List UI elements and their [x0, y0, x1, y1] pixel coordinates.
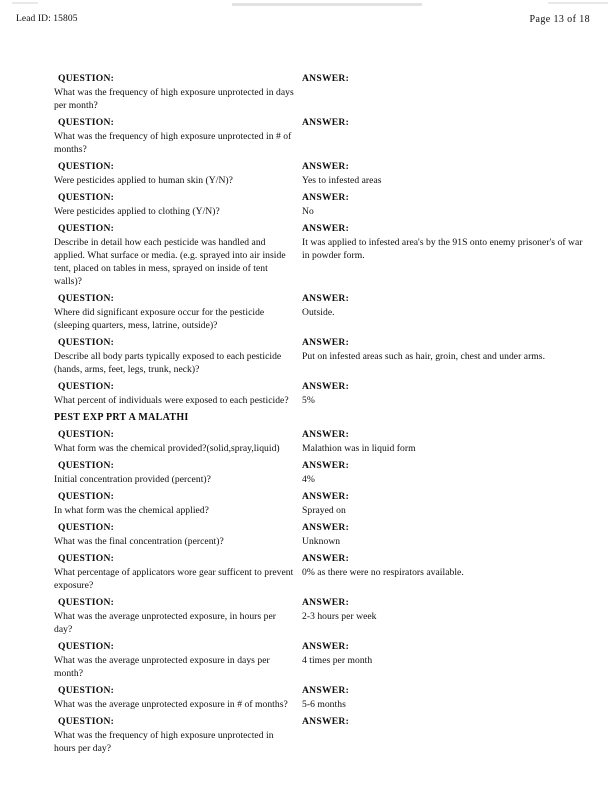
answer-label: ANSWER:	[302, 429, 350, 440]
section-heading-row	[0, 411, 612, 428]
lead-id: Lead ID: 15805	[16, 14, 78, 24]
answer-cell	[302, 292, 592, 319]
answer-label: ANSWER:	[302, 293, 350, 304]
question-text: What form was the chemical provided?(solid,spray,liquid)	[54, 442, 280, 454]
question-text: What was the final concentration (percent)?	[54, 535, 224, 547]
answer-label: ANSWER:	[302, 381, 350, 392]
question-label: QUESTION:	[58, 192, 115, 203]
question-text: What was the average unprotected exposure in # of months?	[54, 698, 288, 710]
question-label: QUESTION:	[58, 223, 115, 234]
answer-text: 0% as there were no respirators available.	[302, 566, 464, 578]
question-cell	[54, 715, 294, 755]
question-label: QUESTION:	[58, 491, 115, 502]
answer-label: ANSWER:	[302, 491, 350, 502]
answer-cell	[302, 596, 592, 623]
question-label: QUESTION:	[58, 522, 115, 533]
answer-text: 5%	[302, 394, 315, 406]
scan-artifact-left	[12, 2, 38, 4]
answer-cell	[302, 336, 592, 363]
qa-row	[0, 292, 612, 336]
qa-row	[0, 521, 612, 552]
question-label: QUESTION:	[58, 716, 115, 727]
answer-cell	[302, 428, 592, 455]
answer-cell	[302, 116, 592, 130]
answer-cell	[302, 715, 592, 729]
question-text: What percent of individuals were exposed to each pesticide?	[54, 394, 289, 406]
question-text: Were pesticides applied to human skin (Y/N)?	[54, 174, 233, 186]
answer-cell	[302, 380, 592, 407]
answer-label: ANSWER:	[302, 553, 350, 564]
answer-label: ANSWER:	[302, 73, 350, 84]
question-label: QUESTION:	[58, 161, 115, 172]
scan-artifact-top	[232, 3, 422, 6]
answer-text: 5-6 months	[302, 698, 346, 710]
qa-row	[0, 428, 612, 459]
answer-text: 4 times per month	[302, 654, 373, 666]
question-text: What was the frequency of high exposure unprotected in hours per day?	[54, 729, 274, 754]
answer-text: 2-3 hours per week	[302, 610, 377, 622]
answer-label: ANSWER:	[302, 522, 350, 533]
question-label: QUESTION:	[58, 460, 115, 471]
qa-row	[0, 336, 612, 380]
question-cell	[54, 552, 294, 592]
question-cell	[54, 336, 294, 376]
question-label: QUESTION:	[58, 337, 115, 348]
qa-row	[0, 459, 612, 490]
answer-text: No	[302, 205, 314, 217]
qa-row	[0, 684, 612, 715]
qa-row	[0, 72, 612, 116]
question-text: Where did significant exposure occur for the pesticide (sleeping quarters, mess, latrine, outside)?	[54, 306, 265, 331]
answer-label: ANSWER:	[302, 117, 350, 128]
qa-row	[0, 222, 612, 292]
answer-cell	[302, 490, 592, 517]
answer-cell	[302, 72, 592, 86]
question-label: QUESTION:	[58, 381, 115, 392]
page-header	[0, 14, 612, 30]
question-text: What was the frequency of high exposure unprotected in days per month?	[54, 86, 294, 111]
question-cell	[54, 222, 294, 288]
answer-cell	[302, 160, 592, 187]
qa-row	[0, 715, 612, 759]
page-number: Page 13 of 18	[529, 14, 590, 25]
answer-label: ANSWER:	[302, 192, 350, 203]
question-text: In what form was the chemical applied?	[54, 504, 209, 516]
question-cell	[54, 521, 294, 548]
qa-row	[0, 116, 612, 160]
question-text: Initial concentration provided (percent)?	[54, 473, 211, 485]
answer-cell	[302, 222, 592, 262]
question-cell	[54, 191, 294, 218]
answer-text: Sprayed on	[302, 504, 346, 516]
answer-cell	[302, 521, 592, 548]
question-text: Were pesticides applied to clothing (Y/N)?	[54, 205, 220, 217]
qa-row	[0, 640, 612, 684]
answer-cell	[302, 459, 592, 486]
qa-row	[0, 380, 612, 411]
question-label: QUESTION:	[58, 429, 115, 440]
answer-cell	[302, 640, 592, 667]
question-label: QUESTION:	[58, 685, 115, 696]
qa-row	[0, 596, 612, 640]
answer-label: ANSWER:	[302, 460, 350, 471]
scan-artifact-right	[548, 2, 608, 4]
answer-label: ANSWER:	[302, 337, 350, 348]
answer-text: Yes to infested areas	[302, 174, 382, 186]
answer-label: ANSWER:	[302, 161, 350, 172]
question-cell	[54, 116, 294, 156]
question-text: Describe in detail how each pesticide was handled and applied. What surface or media. (e.g. sprayed into air inside tent, placed on tables in mess, sprayed on inside of tent walls)?	[54, 236, 286, 288]
answer-cell	[302, 552, 592, 579]
answer-text: Unknown	[302, 535, 341, 547]
question-answer-body	[0, 72, 612, 759]
answer-text: 4%	[302, 473, 315, 485]
answer-label: ANSWER:	[302, 597, 350, 608]
question-cell	[54, 490, 294, 517]
answer-cell	[302, 191, 592, 218]
question-label: QUESTION:	[58, 641, 115, 652]
question-label: QUESTION:	[58, 597, 115, 608]
answer-label: ANSWER:	[302, 685, 350, 696]
question-cell	[54, 684, 294, 711]
answer-text: Put on infested areas such as hair, groin, chest and under arms.	[302, 350, 546, 362]
answer-text: Outside.	[302, 306, 335, 318]
question-label: QUESTION:	[58, 117, 115, 128]
question-text: Describe all body parts typically exposed to each pesticide (hands, arms, feet, legs, trunk, neck)?	[54, 350, 282, 375]
answer-cell	[302, 684, 592, 711]
question-text: What was the frequency of high exposure unprotected in # of months?	[54, 130, 292, 155]
question-cell	[54, 459, 294, 486]
question-cell	[54, 160, 294, 187]
question-cell	[54, 292, 294, 332]
answer-label: ANSWER:	[302, 641, 350, 652]
question-text: What was the average unprotected exposure in days per month?	[54, 654, 270, 679]
qa-row	[0, 552, 612, 596]
question-text: What was the average unprotected exposure, in hours per day?	[54, 610, 276, 635]
question-label: QUESTION:	[58, 553, 115, 564]
question-cell	[54, 428, 294, 455]
question-cell	[54, 380, 294, 407]
qa-row	[0, 160, 612, 191]
question-label: QUESTION:	[58, 293, 115, 304]
answer-label: ANSWER:	[302, 223, 350, 234]
answer-text: Malathion was in liquid form	[302, 442, 416, 454]
question-text: What percentage of applicators wore gear sufficent to prevent exposure?	[54, 566, 294, 591]
qa-row	[0, 191, 612, 222]
answer-label: ANSWER:	[302, 716, 350, 727]
question-cell	[54, 596, 294, 636]
qa-row	[0, 490, 612, 521]
question-cell	[54, 72, 294, 112]
section-heading: PEST EXP PRT A MALATHI	[54, 412, 189, 423]
question-label: QUESTION:	[58, 73, 115, 84]
question-cell	[54, 640, 294, 680]
answer-text: It was applied to infested area's by the 91S onto enemy prisoner's of war in powder form.	[302, 236, 583, 261]
